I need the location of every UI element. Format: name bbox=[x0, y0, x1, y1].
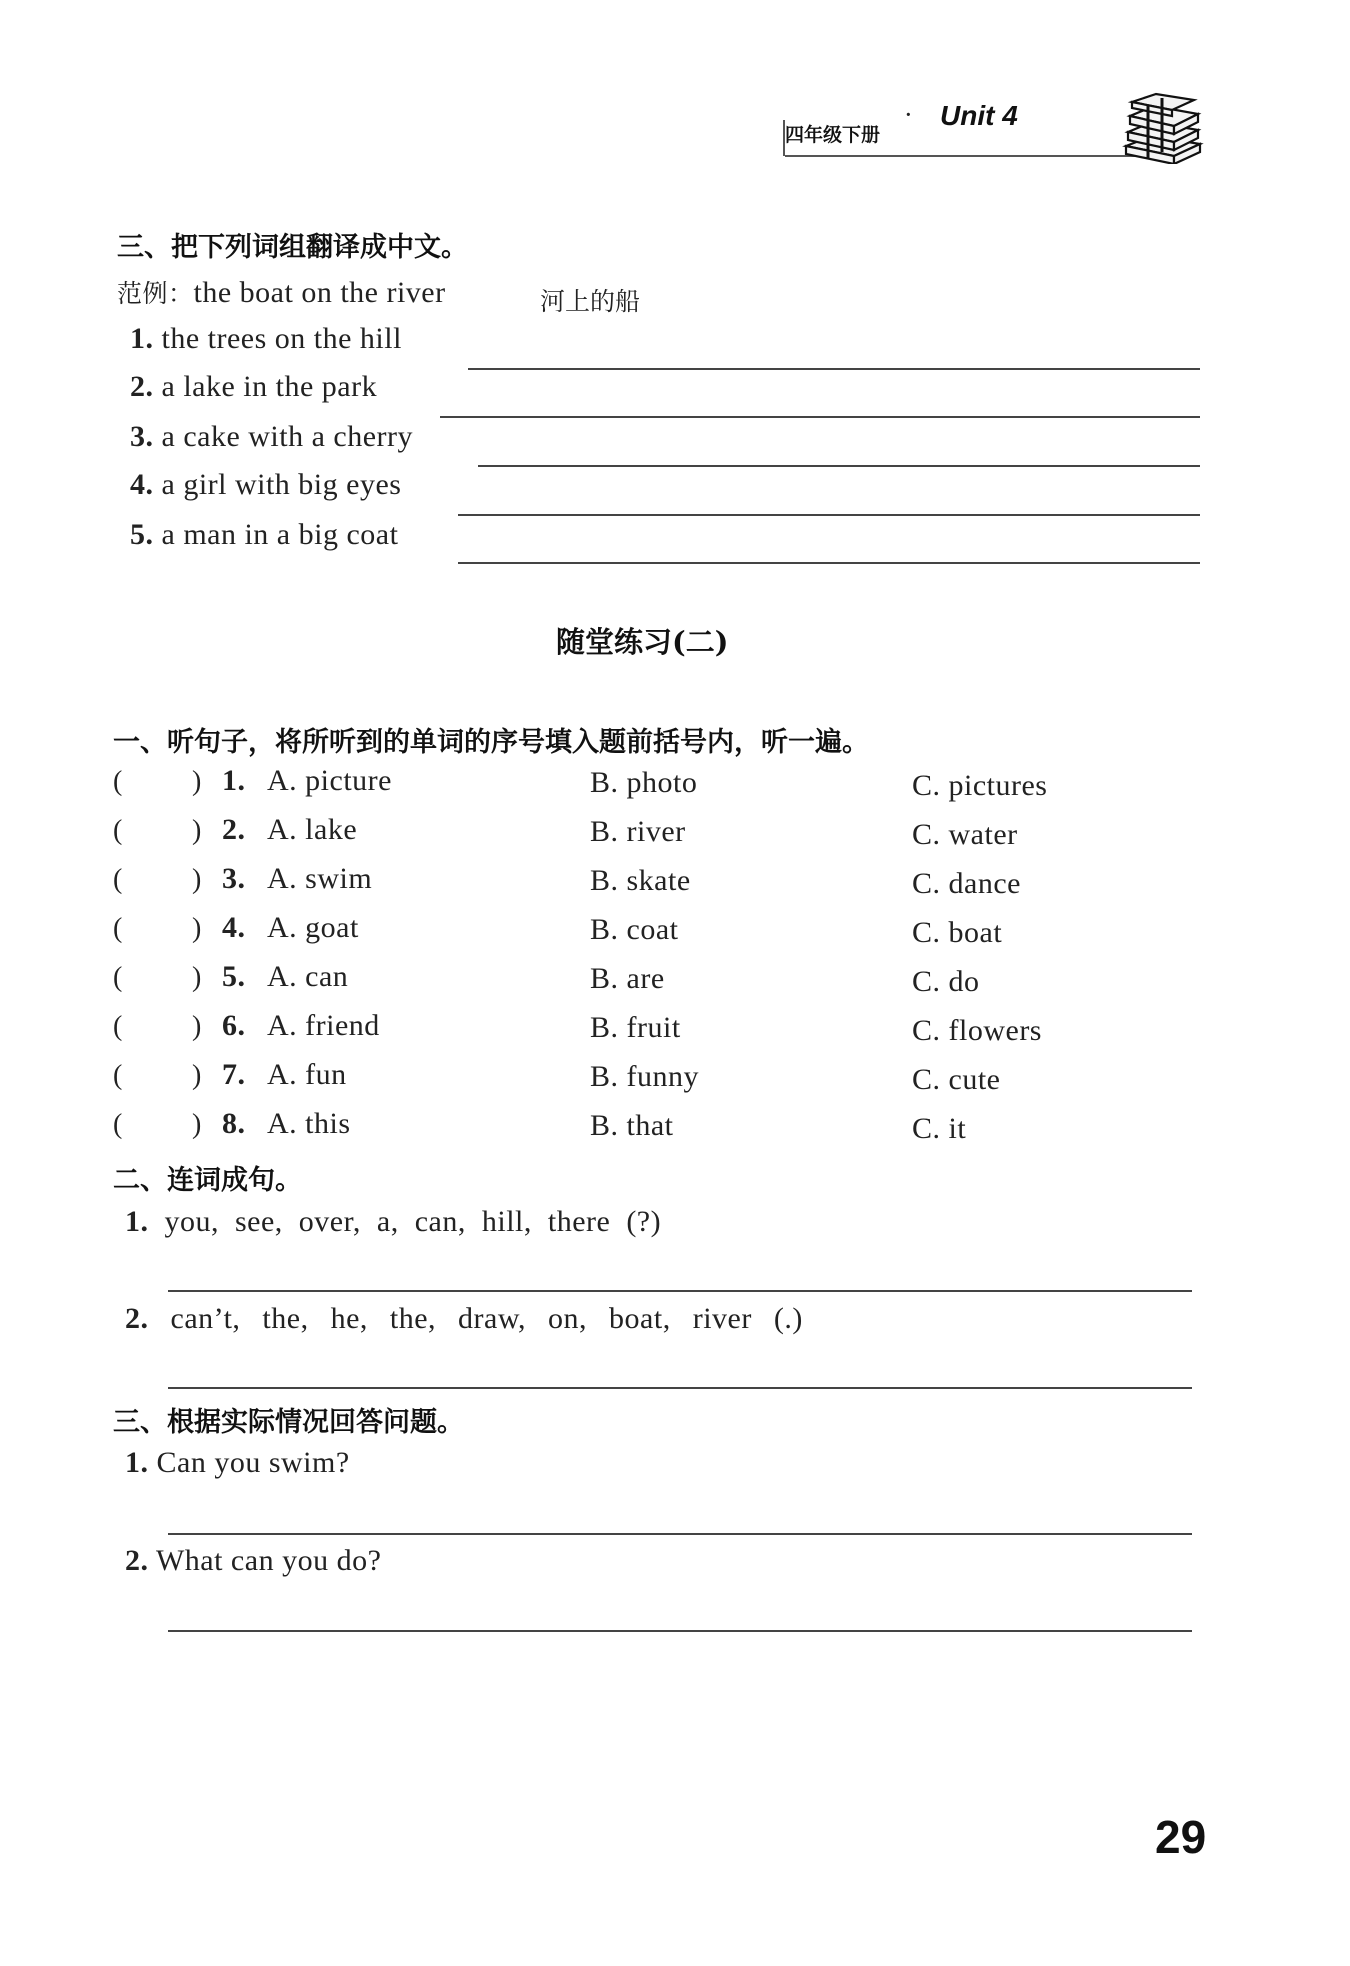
option-c: C. pictures bbox=[912, 769, 1048, 802]
header-unit: Unit 4 bbox=[940, 100, 1018, 131]
option-c: C. dance bbox=[912, 867, 1021, 900]
answer-paren-close: ) bbox=[192, 1109, 202, 1140]
option-a: A. goat bbox=[267, 911, 359, 944]
option-c: C. water bbox=[912, 818, 1018, 851]
translate-item: 1. the trees on the hill bbox=[130, 322, 402, 355]
item-number: 2. bbox=[222, 813, 246, 846]
answer-blank[interactable] bbox=[168, 1387, 1192, 1389]
translate-item: 4. a girl with big eyes bbox=[130, 468, 402, 501]
example-english: the boat on the river bbox=[193, 276, 446, 309]
item-number: 8. bbox=[222, 1107, 246, 1140]
example-chinese: 河上的船 bbox=[540, 287, 641, 316]
answer-paren-open[interactable]: ( bbox=[113, 1011, 123, 1042]
answer-paren-open[interactable]: ( bbox=[113, 1109, 123, 1140]
answer-blank[interactable] bbox=[468, 368, 1200, 370]
option-c: C. flowers bbox=[912, 1014, 1042, 1047]
translate-item: 2. a lake in the park bbox=[130, 370, 378, 403]
item-number: 1. bbox=[222, 764, 246, 797]
answer-blank[interactable] bbox=[168, 1290, 1192, 1292]
header-grade: 四年级下册 bbox=[785, 124, 881, 146]
answer-paren-close: ) bbox=[192, 1060, 202, 1091]
question-item: 2. What can you do? bbox=[125, 1544, 382, 1577]
section-title-translate: 三、把下列词组翻译成中文。 bbox=[117, 232, 468, 263]
option-a: A. can bbox=[267, 960, 349, 993]
answer-paren-open[interactable]: ( bbox=[113, 864, 123, 895]
answer-blank[interactable] bbox=[440, 416, 1200, 418]
answer-paren-open[interactable]: ( bbox=[113, 913, 123, 944]
option-c: C. cute bbox=[912, 1063, 1001, 1096]
answer-paren-open[interactable]: ( bbox=[113, 766, 123, 797]
section-title-questions: 三、根据实际情况回答问题。 bbox=[113, 1407, 464, 1438]
example-label: 范例： bbox=[117, 279, 194, 308]
practice-title: 随堂练习(二) bbox=[556, 625, 729, 659]
option-c: C. do bbox=[912, 965, 980, 998]
answer-paren-close: ) bbox=[192, 864, 202, 895]
answer-paren-open[interactable]: ( bbox=[113, 1060, 123, 1091]
example-row bbox=[117, 274, 446, 310]
option-a: A. lake bbox=[267, 813, 358, 846]
option-c: C. boat bbox=[912, 916, 1003, 949]
option-b: B. that bbox=[590, 1109, 674, 1142]
answer-paren-close: ) bbox=[192, 1011, 202, 1042]
sentence-item: 1. you, see, over, a, can, hill, there (?) bbox=[125, 1205, 662, 1238]
option-b: B. photo bbox=[590, 766, 698, 799]
option-b: B. fruit bbox=[590, 1011, 681, 1044]
sentence-item: 2. can’t, the, he, the, draw, on, boat, river (.) bbox=[125, 1302, 803, 1335]
option-b: B. funny bbox=[590, 1060, 699, 1093]
answer-paren-close: ) bbox=[192, 766, 202, 797]
answer-paren-close: ) bbox=[192, 815, 202, 846]
option-a: A. friend bbox=[267, 1009, 380, 1042]
option-b: B. coat bbox=[590, 913, 679, 946]
item-number: 5. bbox=[222, 960, 246, 993]
section-title-listening: 一、听句子，将所听到的单词的序号填入题前括号内，听一遍。 bbox=[113, 727, 869, 758]
answer-paren-close: ) bbox=[192, 962, 202, 993]
books-icon bbox=[1118, 92, 1204, 164]
item-number: 6. bbox=[222, 1009, 246, 1042]
header-dot: · bbox=[905, 104, 912, 126]
answer-paren-open[interactable]: ( bbox=[113, 962, 123, 993]
translate-item: 3. a cake with a cherry bbox=[130, 420, 414, 453]
answer-paren-close: ) bbox=[192, 913, 202, 944]
answer-blank[interactable] bbox=[168, 1630, 1192, 1632]
option-a: A. this bbox=[267, 1107, 351, 1140]
answer-blank[interactable] bbox=[478, 465, 1200, 467]
item-number: 7. bbox=[222, 1058, 246, 1091]
option-a: A. picture bbox=[267, 764, 392, 797]
option-a: A. fun bbox=[267, 1058, 347, 1091]
option-b: B. are bbox=[590, 962, 665, 995]
answer-paren-open[interactable]: ( bbox=[113, 815, 123, 846]
option-b: B. river bbox=[590, 815, 686, 848]
option-a: A. swim bbox=[267, 862, 373, 895]
item-number: 4. bbox=[222, 911, 246, 944]
translate-item: 5. a man in a big coat bbox=[130, 518, 399, 551]
option-c: C. it bbox=[912, 1112, 967, 1145]
section-title-sentences: 二、连词成句。 bbox=[113, 1165, 302, 1196]
item-number: 3. bbox=[222, 862, 246, 895]
answer-blank[interactable] bbox=[458, 514, 1200, 516]
option-b: B. skate bbox=[590, 864, 691, 897]
answer-blank[interactable] bbox=[168, 1533, 1192, 1535]
page-number: 29 bbox=[1155, 1811, 1207, 1863]
question-item: 1. Can you swim? bbox=[125, 1446, 350, 1479]
answer-blank[interactable] bbox=[458, 562, 1200, 564]
